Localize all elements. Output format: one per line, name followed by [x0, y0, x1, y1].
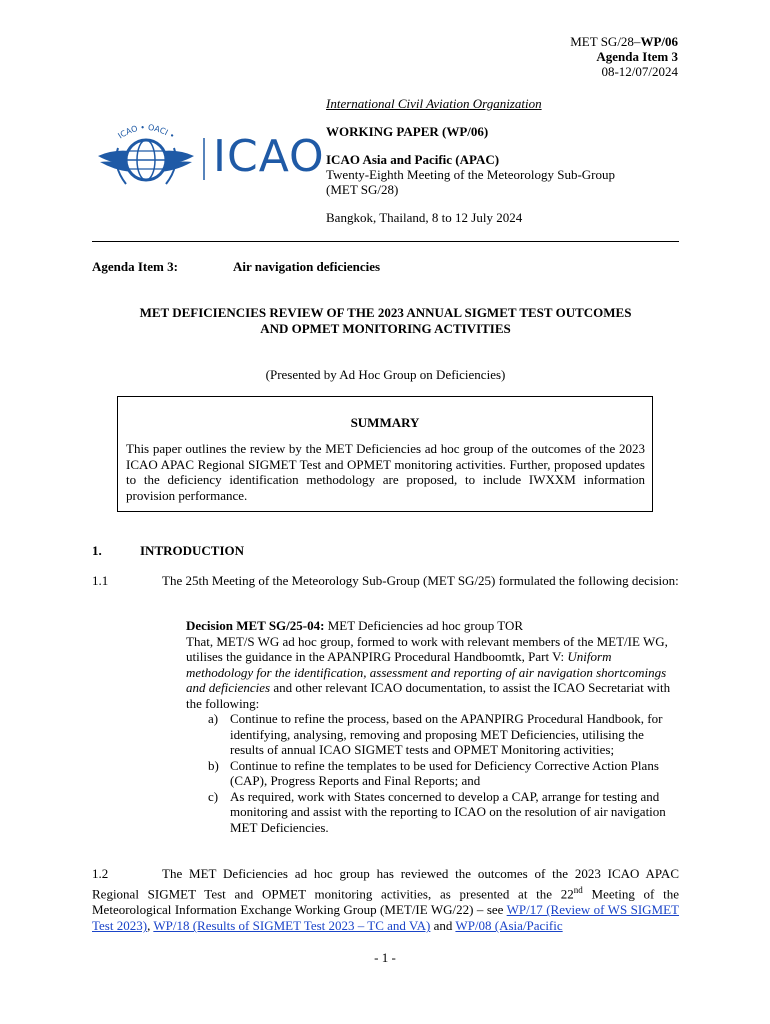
decision-heading	[186, 618, 680, 634]
agenda-item-ref: Agenda Item 3	[596, 49, 678, 64]
agenda-label: Agenda Item 3:	[92, 259, 178, 274]
doc-header	[570, 34, 678, 79]
meeting-date: 08-12/07/2024	[601, 64, 678, 79]
summary-heading: SUMMARY	[350, 415, 420, 430]
paper-type: WORKING PAPER (WP/06)	[326, 124, 489, 139]
paragraph-1-2: 1.2 The MET Deficiencies ad hoc group has reviewed the outcomes of the 2023 ICAO APAC Regional SIGMET Test and OPMET monitoring activities, as presented at the 22nd Meeting of the Meteorological Information Exchange Working Group (MET/IE WG/22) – see WP/17 (Review of WS SIGMET Test 2023), WP/18 (Results of SIGMET Test 2023 – TC and VA) and WP/08 (Asia/Pacific	[92, 866, 680, 934]
paragraph-1-1	[92, 573, 679, 589]
decision-body: That, MET/S WG ad hoc group, formed to work with relevant members of the MET/IE WG, utilises the guidance in the APANPIRG Procedural Handboomtk, Part V: Uniform methodology for the identification, assessment and reporting of air navigation shortcomings and deficiencies and other relevant ICAO documentation, to assist the ICAO Secretariat with the following:	[186, 633, 671, 711]
paper-title-line1: MET DEFICIENCIES REVIEW OF THE 2023 ANNUAL SIGMET TEST OUTCOMES	[139, 305, 632, 320]
icao-wordmark: ICAO	[213, 131, 325, 182]
wp17-link[interactable]: WP/17 (Review of WS SIGMET Test 2023)	[92, 902, 680, 934]
agenda-title: Air navigation deficiencies	[233, 259, 381, 274]
decision-body-italic: Uniform methodology for the identification, assessment and reporting of air navigation shortcomings and deficiencies	[186, 649, 667, 695]
list-item: a) Continue to refine the process, based on the APANPIRG Procedural Handbook, for identifying, analysing, removing and proposing MET Deficiencies, utilising the results of annual ICAO SIGMET tests and OPMET Monitoring activities;	[208, 711, 663, 757]
decision-label: Decision MET SG/25-04:	[186, 618, 325, 633]
paper-title	[92, 305, 679, 337]
section-number: 1.	[92, 543, 102, 558]
meeting-acronym: (MET SG/28)	[326, 182, 399, 197]
page-number: - 1 -	[374, 950, 396, 965]
meeting-name: Twenty-Eighth Meeting of the Meteorology Sub-Group	[326, 167, 616, 182]
wp08-link[interactable]: WP/08 (Asia/Pacific	[455, 918, 563, 934]
paragraph-text: The 25th Meeting of the Meteorology Sub-Group (MET SG/25) formulated the following decision:	[162, 573, 679, 588]
wp18-link[interactable]: WP/18 (Results of SIGMET Test 2023 – TC and VA)	[153, 918, 431, 934]
presented-by: (Presented by Ad Hoc Group on Deficiencies)	[265, 367, 506, 382]
header-divider	[92, 241, 679, 242]
list-item: b) Continue to refine the templates to be used for Deficiency Corrective Action Plans (CAP), Progress Reports and Final Reports; and	[208, 757, 659, 788]
doc-reference: MET SG/28–WP/06	[570, 34, 678, 49]
paragraph-number: 1.1	[92, 573, 109, 588]
decision-block	[186, 618, 680, 835]
paragraph-number: 1.2	[92, 866, 109, 881]
paper-title-line2: AND OPMET MONITORING ACTIVITIES	[260, 321, 511, 336]
title-block	[326, 96, 686, 225]
svg-text:ICAO • OACI • ИКАО: ICAO • OACI •	[116, 122, 177, 141]
meeting-venue: Bangkok, Thailand, 8 to 12 July 2024	[326, 210, 523, 225]
summary-text: This paper outlines the review by the MET Deficiencies ad hoc group of the outcomes of the 2023 ICAO APAC Regional SIGMET Test and OPMET monitoring activities. Further, proposed updates to the deficiency identification methodology are proposed, to include IWXXM information provision performance.	[126, 441, 645, 503]
organization-name: International Civil Aviation Organization	[326, 96, 542, 111]
summary-box	[117, 396, 653, 512]
region-name: ICAO Asia and Pacific (APAC)	[326, 152, 500, 167]
section-heading: INTRODUCTION	[140, 543, 245, 558]
decision-title: MET Deficiencies ad hoc group TOR	[324, 618, 524, 633]
decision-items	[208, 711, 670, 835]
icao-logo	[96, 118, 325, 198]
list-item: c) As required, work with States concerned to develop a CAP, arrange for testing and monitoring and assist with the reporting to ICAO on the resolution of air navigation MET Deficiencies.	[208, 788, 666, 835]
